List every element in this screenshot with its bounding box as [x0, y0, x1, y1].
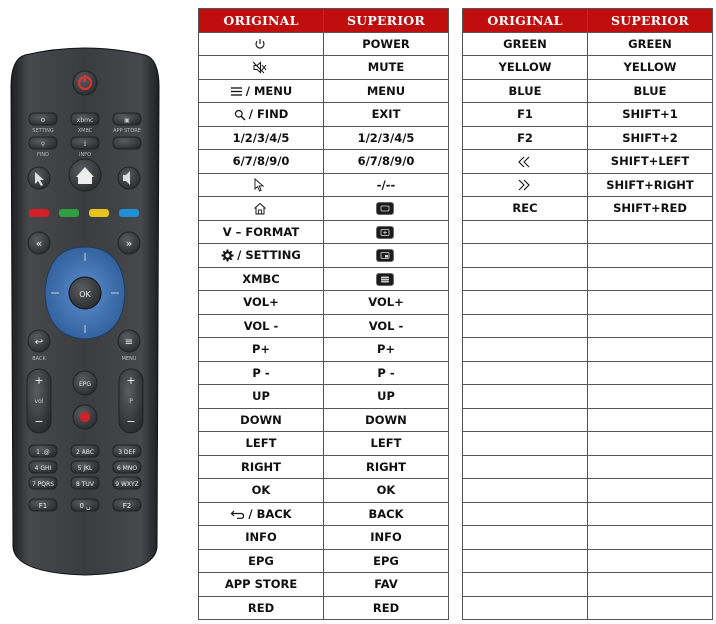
cell-superior [588, 197, 713, 221]
original-label: EPG [248, 553, 274, 568]
remote-setting-label: SETTING [32, 128, 54, 134]
cell-original [463, 502, 588, 526]
remote-xbmc-text: xbmc [76, 117, 94, 124]
power-icon [254, 37, 266, 51]
table-row [199, 314, 449, 338]
cell-superior [588, 549, 713, 573]
cell-original [463, 126, 588, 150]
table-row [199, 573, 449, 597]
table-row [463, 244, 713, 268]
cell-original [199, 267, 324, 291]
grid-button-icon [376, 272, 394, 286]
cell-superior [324, 573, 449, 597]
cell-superior [588, 291, 713, 315]
home-icon [253, 201, 267, 215]
table-row [199, 502, 449, 526]
superior-label: -/-- [376, 177, 396, 192]
cell-original [463, 385, 588, 409]
remote-power-button [73, 71, 97, 95]
original-label: RED [247, 600, 275, 615]
table-row [463, 267, 713, 291]
cell-original [199, 385, 324, 409]
cell-superior [324, 291, 449, 315]
original-label: / FIND [248, 107, 289, 122]
cell-superior [588, 267, 713, 291]
cell-superior [588, 173, 713, 197]
cell-superior [324, 455, 449, 479]
mapping-table-right [462, 8, 713, 620]
cell-original [199, 126, 324, 150]
remote-vol-label: vol [34, 398, 44, 405]
remote-dpad [45, 247, 125, 339]
table-row [463, 32, 713, 56]
superior-label: INFO [370, 530, 402, 545]
cell-superior [588, 150, 713, 174]
cell-original [199, 244, 324, 268]
original-label: F2 [517, 130, 533, 145]
remote-app-store-label: APP STORE [113, 128, 141, 134]
svg-text:⚲: ⚲ [40, 141, 46, 148]
svg-text:−: − [126, 415, 136, 428]
table-row [463, 361, 713, 385]
table-row [463, 385, 713, 409]
cell-superior [324, 314, 449, 338]
remote-number-key-label: 1 .@ [36, 449, 50, 456]
remote-find-label: FIND [37, 152, 49, 158]
cell-superior [324, 408, 449, 432]
superior-label: 6/7/8/9/0 [357, 154, 415, 169]
fast-forward-icon [517, 178, 531, 192]
svg-text:«: « [35, 237, 43, 250]
cell-superior [324, 549, 449, 573]
table-header-row [463, 9, 713, 33]
table-row [199, 244, 449, 268]
cell-superior [324, 267, 449, 291]
cell-original [199, 455, 324, 479]
original-label: / SETTING [237, 248, 301, 263]
svg-text:⚙: ⚙ [40, 117, 46, 124]
cell-superior [588, 385, 713, 409]
cell-superior [588, 361, 713, 385]
superior-label: P+ [376, 342, 396, 357]
table-row [199, 408, 449, 432]
gear-icon [221, 248, 234, 262]
original-label: INFO [245, 530, 277, 545]
header-original: ORIGINAL [199, 9, 324, 33]
cell-original [199, 573, 324, 597]
superior-label: GREEN [628, 36, 672, 51]
cell-original [463, 314, 588, 338]
table-row [199, 361, 449, 385]
original-label: P - [252, 365, 270, 380]
table-row [463, 173, 713, 197]
remote-epg-label: EPG [78, 381, 92, 388]
cell-superior [588, 526, 713, 550]
cell-original [199, 338, 324, 362]
original-label: 1/2/3/4/5 [232, 130, 290, 145]
superior-label: EXIT [371, 107, 401, 122]
cell-original [199, 314, 324, 338]
table-row [199, 32, 449, 56]
cell-superior [324, 432, 449, 456]
cell-superior [588, 79, 713, 103]
original-label: RIGHT [240, 459, 282, 474]
table-row [199, 291, 449, 315]
cell-superior [324, 526, 449, 550]
header-superior: SUPERIOR [324, 9, 449, 33]
table-row [463, 526, 713, 550]
cell-superior [324, 361, 449, 385]
table-row [463, 150, 713, 174]
original-label: LEFT [245, 436, 277, 451]
cell-original [199, 432, 324, 456]
cell-original [463, 432, 588, 456]
cell-original [199, 79, 324, 103]
cell-superior [588, 56, 713, 80]
rewind-icon [517, 154, 531, 168]
table-row [463, 56, 713, 80]
cell-original [463, 479, 588, 503]
superior-label: SHIFT+RED [613, 201, 687, 216]
cell-superior [324, 479, 449, 503]
cell-original [199, 220, 324, 244]
cell-superior [324, 197, 449, 221]
cell-original [463, 338, 588, 362]
cell-superior [588, 455, 713, 479]
cell-superior [588, 314, 713, 338]
table-row [463, 314, 713, 338]
cell-superior [588, 573, 713, 597]
remote-number-key-label: 3 DEF [118, 449, 136, 456]
superior-label: UP [377, 389, 395, 404]
remote-info-glyph: i [83, 140, 87, 148]
remote-number-key-label: 9 WXYZ [115, 481, 139, 488]
cell-original [463, 526, 588, 550]
svg-text:−: − [34, 415, 44, 428]
cell-superior [324, 126, 449, 150]
table-row [199, 197, 449, 221]
superior-label: BLUE [633, 83, 667, 98]
svg-text:▣: ▣ [124, 117, 130, 124]
table-row [463, 479, 713, 503]
superior-label: P - [377, 365, 395, 380]
cell-superior [588, 596, 713, 620]
cell-original [463, 408, 588, 432]
superior-label: SHIFT+LEFT [610, 154, 690, 169]
table-row [199, 56, 449, 80]
table-row [463, 408, 713, 432]
remote-number-pad [29, 445, 141, 489]
cell-original [199, 549, 324, 573]
original-label: 6/7/8/9/0 [232, 154, 290, 169]
superior-label: RIGHT [365, 459, 407, 474]
superior-label: SHIFT+2 [622, 130, 678, 145]
cell-original [463, 150, 588, 174]
remote-number-key-label: 7 PQRS [31, 481, 55, 488]
table-row [463, 596, 713, 620]
svg-text:≡: ≡ [124, 337, 134, 348]
original-label: OK [251, 483, 271, 498]
cell-original [463, 173, 588, 197]
cell-original [463, 103, 588, 127]
cell-original [463, 267, 588, 291]
cell-superior [324, 338, 449, 362]
superior-label: FAV [374, 577, 398, 592]
cell-original [463, 244, 588, 268]
cell-original [199, 32, 324, 56]
table-row [463, 220, 713, 244]
cell-superior [324, 103, 449, 127]
remote-number-key-label: 2 ABC [75, 449, 95, 456]
cell-superior [588, 408, 713, 432]
table-row [199, 526, 449, 550]
cell-original [199, 526, 324, 550]
superior-label: SHIFT+1 [622, 107, 678, 122]
header-original: ORIGINAL [463, 9, 588, 33]
cell-superior [588, 126, 713, 150]
cell-superior [324, 244, 449, 268]
superior-label: EPG [373, 553, 399, 568]
cell-superior [324, 173, 449, 197]
table-row [199, 385, 449, 409]
table-header-row [199, 9, 449, 33]
cell-superior [324, 79, 449, 103]
table-row [463, 549, 713, 573]
remote-menu-label: MENU [121, 356, 137, 362]
cell-superior [324, 150, 449, 174]
cell-original [199, 479, 324, 503]
original-label: V – FORMAT [222, 224, 300, 239]
original-label: UP [252, 389, 270, 404]
original-label: DOWN [240, 412, 282, 427]
cell-superior [588, 32, 713, 56]
back-arrow-icon [230, 507, 245, 521]
cell-superior [588, 502, 713, 526]
superior-label: DOWN [365, 412, 407, 427]
table-row [463, 502, 713, 526]
cell-superior [588, 479, 713, 503]
remote-number-key-label: 8 TUV [76, 481, 94, 488]
table-row [199, 338, 449, 362]
svg-text:»: » [125, 237, 133, 250]
original-label: VOL - [243, 318, 279, 333]
original-label: XMBC [242, 271, 280, 286]
original-label: BLUE [508, 83, 542, 98]
superior-label: MENU [366, 83, 406, 98]
table-row [463, 103, 713, 127]
remote-info-label: INFO [78, 152, 92, 158]
image-button-icon [376, 248, 394, 262]
table-row [199, 126, 449, 150]
remote-control-image [5, 47, 165, 577]
screen-button-icon [376, 201, 394, 215]
table-row [199, 432, 449, 456]
remote-number-key-label: 4 GHI [34, 465, 52, 472]
remote-xmbc-label: XMBC [77, 128, 93, 134]
mute-icon [252, 60, 268, 74]
table-row [199, 455, 449, 479]
cell-superior [324, 32, 449, 56]
original-label: F1 [517, 107, 533, 122]
cell-original [463, 549, 588, 573]
table-row [199, 103, 449, 127]
table-row [199, 220, 449, 244]
cell-original [199, 150, 324, 174]
cell-superior [324, 56, 449, 80]
cell-superior [324, 385, 449, 409]
cell-superior [324, 596, 449, 620]
cell-original [463, 455, 588, 479]
svg-text:+: + [34, 374, 44, 387]
cell-original [463, 79, 588, 103]
remote-number-key-label: 6 MNO [116, 465, 138, 472]
remote-f2-label: F2 [122, 502, 132, 510]
superior-label: RED [372, 600, 400, 615]
cell-original [199, 197, 324, 221]
cell-original [463, 361, 588, 385]
remote-f1-label: F1 [38, 502, 48, 510]
table-row [463, 126, 713, 150]
cell-superior [588, 432, 713, 456]
cell-superior [588, 220, 713, 244]
menu-lines-icon [230, 84, 243, 98]
original-label: P+ [251, 342, 271, 357]
table-row [463, 338, 713, 362]
superior-label: SHIFT+RIGHT [606, 177, 694, 192]
table-row [463, 291, 713, 315]
add-button-icon [376, 225, 394, 239]
cell-original [463, 56, 588, 80]
table-row [199, 549, 449, 573]
cell-original [199, 596, 324, 620]
mapping-table-left [198, 8, 449, 620]
search-icon [234, 107, 246, 121]
cell-original [463, 596, 588, 620]
svg-text:+: + [126, 374, 136, 387]
table-row [199, 173, 449, 197]
cell-original [199, 173, 324, 197]
remote-ok-label: OK [79, 290, 91, 299]
cursor-icon [254, 178, 265, 193]
cell-original [463, 32, 588, 56]
remote-zero-key-label: 0 ␣ [79, 502, 91, 510]
superior-label: LEFT [370, 436, 402, 451]
cell-superior [324, 502, 449, 526]
original-label: REC [512, 201, 538, 216]
original-label: APP STORE [224, 577, 298, 592]
remote-back-label: BACK [32, 356, 46, 362]
superior-label: MUTE [367, 60, 405, 75]
table-row [199, 267, 449, 291]
cell-original [199, 502, 324, 526]
cell-superior [588, 338, 713, 362]
table-row [199, 479, 449, 503]
superior-label: YELLOW [623, 60, 677, 75]
table-row [463, 573, 713, 597]
cell-original [199, 361, 324, 385]
table-row [463, 197, 713, 221]
cell-original [463, 291, 588, 315]
original-label: / BACK [248, 506, 292, 521]
superior-label: BACK [368, 506, 404, 521]
cell-superior [588, 244, 713, 268]
header-superior: SUPERIOR [588, 9, 713, 33]
cell-original [463, 573, 588, 597]
original-label: VOL+ [243, 295, 279, 310]
cell-original [199, 56, 324, 80]
cell-original [463, 220, 588, 244]
original-label: GREEN [503, 36, 547, 51]
remote-f-keys [29, 499, 141, 511]
cell-original [199, 408, 324, 432]
cell-original [199, 103, 324, 127]
table-row [463, 455, 713, 479]
table-row [463, 432, 713, 456]
table-row [199, 79, 449, 103]
superior-label: VOL - [368, 318, 404, 333]
cell-superior [324, 220, 449, 244]
superior-label: 1/2/3/4/5 [357, 130, 415, 145]
cell-original [199, 291, 324, 315]
table-row [199, 150, 449, 174]
remote-number-key-label: 5 JKL [77, 465, 93, 472]
original-label: / MENU [245, 83, 293, 98]
table-row [463, 79, 713, 103]
superior-label: POWER [362, 36, 410, 51]
remote-p-label: P [129, 398, 133, 405]
cell-superior [588, 103, 713, 127]
superior-label: VOL+ [368, 295, 404, 310]
svg-text:↩: ↩ [34, 337, 44, 348]
original-label: YELLOW [498, 60, 552, 75]
superior-label: OK [376, 483, 396, 498]
table-row [199, 596, 449, 620]
cell-original [463, 197, 588, 221]
